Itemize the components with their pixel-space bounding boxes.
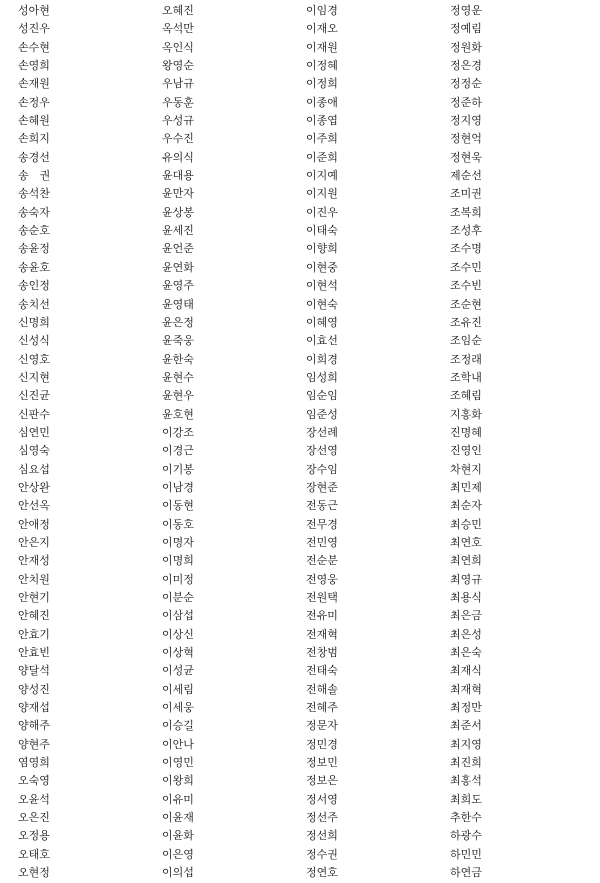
name-cell: 이세웅 [162,701,194,715]
name-cell: 최희도 [450,792,482,806]
name-cell: 이정혜 [306,59,338,73]
name-cell: 정문자 [306,719,338,733]
name-cell: 하연금 [450,866,482,880]
name-row [0,479,600,497]
name-row [0,552,600,570]
name-cell: 우남규 [162,77,194,91]
name-cell: 전민영 [306,535,338,549]
name-row [0,149,600,167]
name-cell: 조성후 [450,224,482,238]
name-cell: 오숙영 [18,774,50,788]
name-row [0,644,600,662]
name-cell: 조수빈 [450,279,482,293]
name-cell: 윤상봉 [162,205,194,219]
name-row [0,39,600,57]
name-cell: 송치선 [18,297,50,311]
name-cell: 윤대용 [162,169,194,183]
name-cell: 이태숙 [306,224,338,238]
name-row [0,864,600,882]
name-row [0,717,600,735]
name-cell: 전영웅 [306,572,338,586]
name-cell: 성진우 [18,22,50,36]
name-cell: 이종엽 [306,114,338,128]
name-cell: 이동현 [162,499,194,513]
name-row [0,607,600,625]
name-cell: 조혜림 [450,389,482,403]
name-cell: 송순호 [18,224,50,238]
name-row [0,809,600,827]
name-row [0,681,600,699]
name-cell: 최용식 [450,591,482,604]
name-cell: 정영운 [450,4,482,17]
name-cell: 이윤화 [162,829,194,843]
name-cell: 지홍화 [450,407,482,421]
name-cell: 장선영 [306,444,338,458]
name-cell: 임순임 [306,389,338,403]
name-cell: 이준희 [306,150,338,164]
name-cell: 윤세진 [162,224,194,238]
name-cell: 이향희 [306,242,338,256]
name-row [0,94,600,112]
name-row [0,442,600,460]
name-cell: 이경근 [162,444,194,458]
name-cell: 양성진 [18,682,50,696]
name-cell: 최재혁 [450,682,482,696]
name-cell: 윤은정 [162,315,194,329]
name-row [0,20,600,38]
name-cell: 윤현수 [162,370,194,384]
name-cell: 정예림 [450,22,482,36]
name-cell: 정지영 [450,114,482,128]
name-row [0,424,600,442]
name-cell: 송경선 [18,150,50,164]
name-cell: 오윤석 [18,792,50,806]
name-cell: 조미권 [450,187,482,201]
name-cell: 이남경 [162,480,194,494]
name-cell: 이재원 [306,40,338,54]
name-cell: 이종애 [306,95,338,109]
name-cell: 전유미 [306,609,338,623]
name-cell: 양달석 [18,664,50,678]
name-cell: 임준성 [306,407,338,421]
name-row [0,296,600,314]
name-cell: 오태호 [18,847,50,861]
name-cell: 정은경 [450,59,482,73]
name-cell: 전원택 [306,591,338,604]
name-cell: 차현지 [450,462,482,476]
name-cell: 손정우 [18,95,50,109]
name-cell: 조정래 [450,352,482,366]
name-cell: 신명희 [18,315,50,329]
name-cell: 심요섭 [18,462,50,476]
name-cell: 조학내 [450,370,482,384]
name-cell: 이효선 [306,334,338,348]
name-cell: 손희지 [18,132,50,146]
name-cell: 윤만자 [162,187,194,201]
name-row [0,516,600,534]
name-cell: 전태숙 [306,664,338,678]
name-cell: 이명자 [162,535,194,549]
name-cell: 최정만 [450,701,482,715]
name-cell: 유의식 [162,150,194,164]
name-row [0,846,600,864]
name-cell: 손재원 [18,77,50,91]
name-cell: 추한수 [450,811,482,825]
name-cell: 정현억 [450,132,482,146]
name-cell: 성아현 [18,4,50,17]
name-cell: 송윤호 [18,260,50,274]
name-cell: 최준서 [450,719,482,733]
name-cell: 최은금 [450,609,482,623]
name-cell: 이현중 [306,260,338,274]
name-cell: 우성규 [162,114,194,128]
name-cell: 조임순 [450,334,482,348]
name-cell: 정선주 [306,811,338,825]
name-cell: 이진우 [306,205,338,219]
name-cell: 안은지 [18,535,50,549]
name-cell: 이혜영 [306,315,338,329]
name-cell: 최지영 [450,737,482,751]
name-row [0,351,600,369]
name-row [0,406,600,424]
name-row [0,497,600,515]
name-row [0,2,600,20]
name-cell: 윤호현 [162,407,194,421]
name-cell: 조복희 [450,205,482,219]
name-row [0,75,600,93]
name-cell: 이의섭 [162,866,194,880]
name-row [0,57,600,75]
name-cell: 최연희 [450,554,482,568]
name-cell: 우동훈 [162,95,194,109]
name-cell: 이은영 [162,847,194,861]
name-row [0,589,600,607]
name-cell: 조순현 [450,297,482,311]
name-cell: 제순선 [450,169,482,183]
name-cell: 최재식 [450,664,482,678]
name-cell: 진명혜 [450,425,482,439]
name-row [0,736,600,754]
name-cell: 정원화 [450,40,482,54]
name-cell: 조수민 [450,260,482,274]
name-cell: 장수임 [306,462,338,476]
name-cell: 왕영순 [162,59,194,73]
name-cell: 진영인 [450,444,482,458]
name-cell: 하민민 [450,847,482,861]
name-cell: 우수진 [162,132,194,146]
name-cell: 신판수 [18,407,50,421]
name-cell: 안현기 [18,591,50,604]
name-cell: 이현석 [306,279,338,293]
name-cell: 이윤재 [162,811,194,825]
name-cell: 정선희 [306,829,338,843]
name-cell: 이승길 [162,719,194,733]
name-cell: 이강조 [162,425,194,439]
name-cell: 최진희 [450,756,482,770]
name-cell: 송숙자 [18,205,50,219]
name-cell: 안혜진 [18,609,50,623]
name-cell: 신진균 [18,389,50,403]
name-cell: 심연민 [18,425,50,439]
name-cell: 정정순 [450,77,482,91]
name-row [0,534,600,552]
name-cell: 이기봉 [162,462,194,476]
name-cell: 송인정 [18,279,50,293]
name-cell: 손영희 [18,59,50,73]
name-cell: 전재혁 [306,627,338,641]
name-cell: 정수권 [306,847,338,861]
name-cell: 이임경 [306,4,338,17]
name-cell: 전동근 [306,499,338,513]
name-cell: 손혜원 [18,114,50,128]
name-cell: 전창범 [306,646,338,660]
name-cell: 이정희 [306,77,338,91]
name-row [0,791,600,809]
name-list [0,2,600,883]
name-cell: 이성균 [162,664,194,678]
name-cell: 최은숙 [450,646,482,660]
name-cell: 오현정 [18,866,50,880]
name-cell: 안효빈 [18,646,50,660]
name-row [0,167,600,185]
name-cell: 최연호 [450,535,482,549]
name-cell: 장현준 [306,480,338,494]
name-cell: 이상혁 [162,646,194,660]
name-cell: 이재오 [306,22,338,36]
name-cell: 정민경 [306,737,338,751]
name-row [0,204,600,222]
name-cell: 안선옥 [18,499,50,513]
name-cell: 최영규 [450,572,482,586]
name-cell: 윤영주 [162,279,194,293]
name-cell: 손수현 [18,40,50,54]
name-cell: 오정용 [18,829,50,843]
name-cell: 정현욱 [450,150,482,164]
name-cell: 신지현 [18,370,50,384]
name-cell: 이동호 [162,517,194,531]
name-row [0,130,600,148]
name-row [0,259,600,277]
name-row [0,461,600,479]
name-cell: 이지예 [306,169,338,183]
name-row [0,222,600,240]
name-cell: 이세림 [162,682,194,696]
name-cell: 이왕희 [162,774,194,788]
name-cell: 윤연화 [162,260,194,274]
name-cell: 옥인식 [162,40,194,54]
name-cell: 송석찬 [18,187,50,201]
name-cell: 최은성 [450,627,482,641]
name-cell: 송윤정 [18,242,50,256]
name-cell: 정보은 [306,774,338,788]
name-cell: 염영희 [18,756,50,770]
name-row [0,827,600,845]
name-cell: 윤언준 [162,242,194,256]
name-cell: 조유진 [450,315,482,329]
name-cell: 최민제 [450,480,482,494]
name-cell: 안재성 [18,554,50,568]
name-cell: 양해주 [18,719,50,733]
name-cell: 오혜진 [162,4,194,17]
name-cell: 안효기 [18,627,50,641]
name-cell: 이삼섭 [162,609,194,623]
name-row [0,185,600,203]
name-cell: 전무경 [306,517,338,531]
name-cell: 최순자 [450,499,482,513]
name-cell: 이희경 [306,352,338,366]
name-cell: 이현숙 [306,297,338,311]
name-cell: 최승민 [450,517,482,531]
name-cell: 조수명 [450,242,482,256]
name-row [0,277,600,295]
name-cell: 이명희 [162,554,194,568]
name-cell: 옥석만 [162,22,194,36]
name-cell: 이주희 [306,132,338,146]
name-cell: 심영숙 [18,444,50,458]
name-cell: 윤죽웅 [162,334,194,348]
name-row [0,112,600,130]
name-cell: 안애정 [18,517,50,531]
name-cell: 정보민 [306,756,338,770]
name-cell: 오은진 [18,811,50,825]
name-cell: 양현주 [18,737,50,751]
name-cell: 이유미 [162,792,194,806]
name-row [0,662,600,680]
name-cell: 이미정 [162,572,194,586]
name-cell: 하광수 [450,829,482,843]
name-cell: 이상신 [162,627,194,641]
name-cell: 송 권 [18,169,51,183]
name-cell: 이영민 [162,756,194,770]
name-row [0,387,600,405]
name-cell: 이지원 [306,187,338,201]
name-cell: 신영호 [18,352,50,366]
name-cell: 신성식 [18,334,50,348]
name-cell: 정연호 [306,866,338,880]
name-cell: 임성희 [306,370,338,384]
name-cell: 이분순 [162,591,194,604]
name-cell: 양재섭 [18,701,50,715]
name-cell: 정서영 [306,792,338,806]
name-cell: 전혜주 [306,701,338,715]
name-row [0,699,600,717]
name-cell: 최홍석 [450,774,482,788]
name-row [0,369,600,387]
name-cell: 전순분 [306,554,338,568]
name-cell: 안상완 [18,480,50,494]
name-row [0,240,600,258]
name-cell: 전해솔 [306,682,338,696]
name-cell: 정준하 [450,95,482,109]
name-row [0,571,600,589]
name-cell: 윤영태 [162,297,194,311]
name-cell: 장선례 [306,425,338,439]
name-cell: 안치원 [18,572,50,586]
name-row [0,332,600,350]
name-cell: 윤한숙 [162,352,194,366]
name-row [0,626,600,644]
name-cell: 윤현우 [162,389,194,403]
name-row [0,754,600,772]
name-row [0,314,600,332]
name-cell: 이안나 [162,737,194,751]
name-row [0,772,600,790]
